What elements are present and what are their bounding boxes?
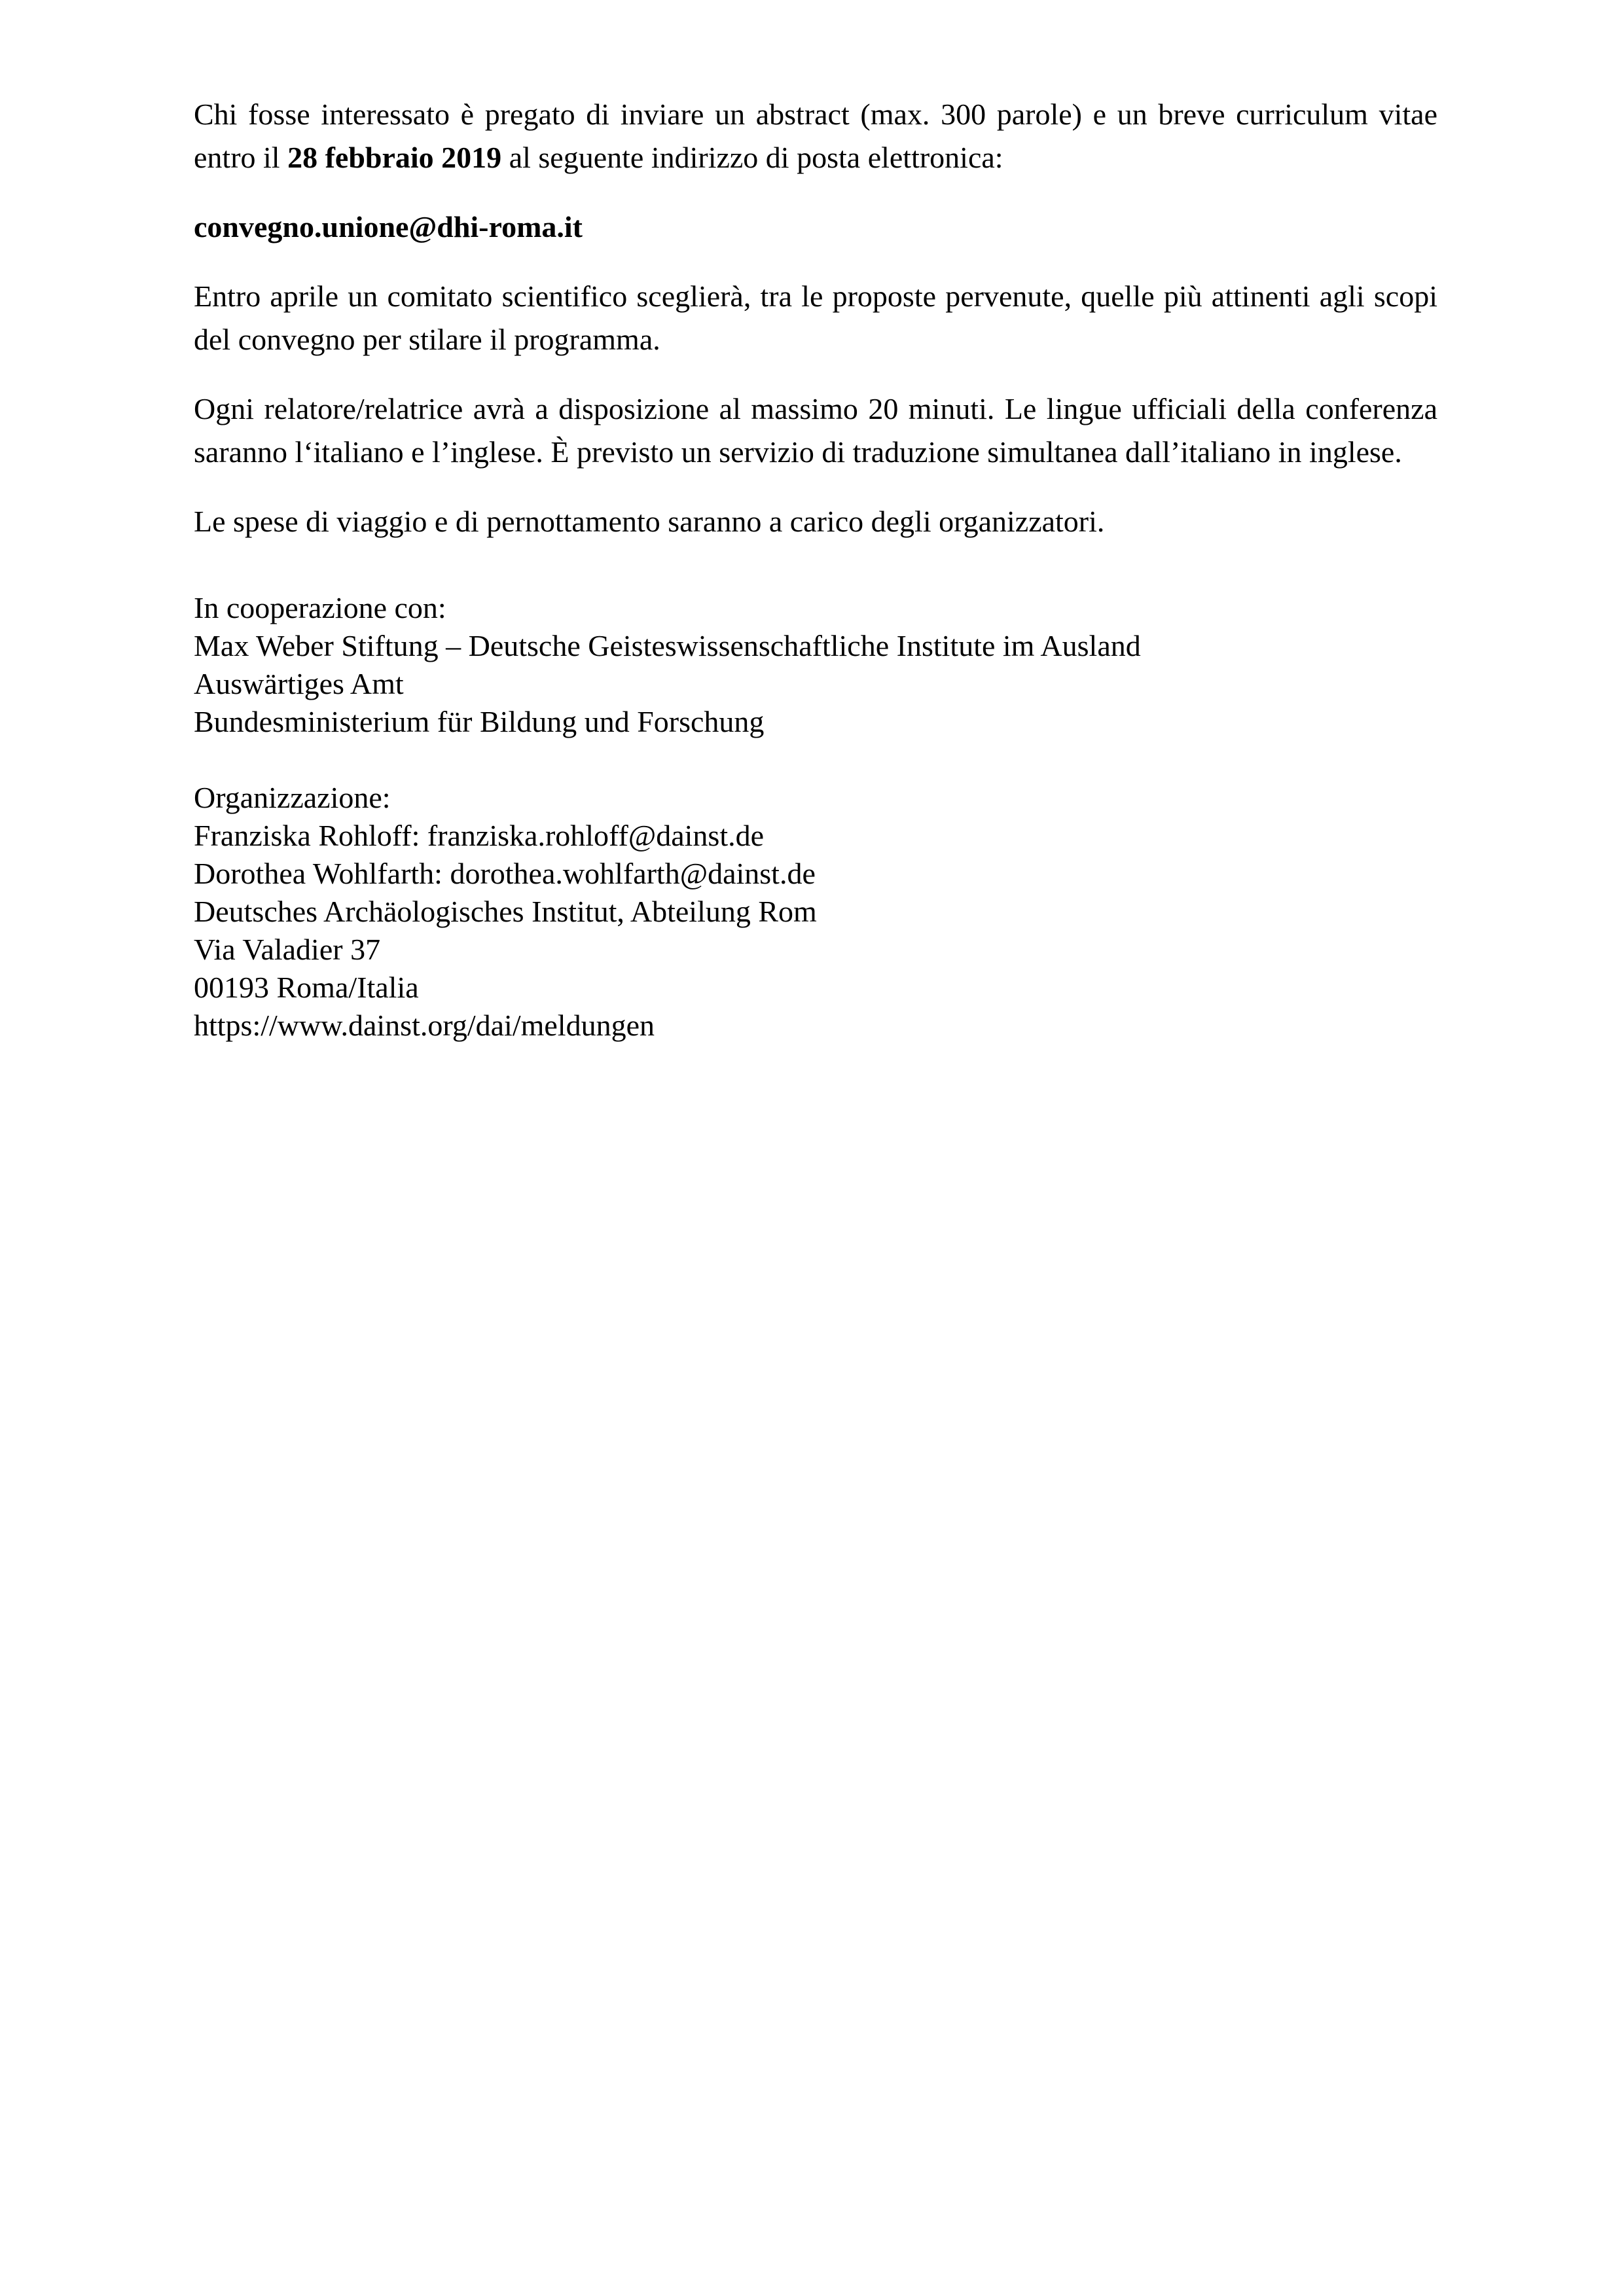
cooperation-partner: Auswärtiges Amt xyxy=(194,667,404,700)
section-spacer xyxy=(194,741,1437,779)
organizer-contact: Franziska Rohloff: franziska.rohloff@dainst.de xyxy=(194,819,765,852)
intro-text-end: al seguente indirizzo di posta elettronica: xyxy=(501,141,1003,174)
organizer-contact: Dorothea Wohlfarth: dorothea.wohlfarth@dainst.de xyxy=(194,857,816,890)
selection-paragraph: Entro aprile un comitato scientifico sceglierà, tra le proposte pervenute, quelle più attinenti agli scopi del convegno per stilare il programma. xyxy=(194,279,1437,356)
deadline-date: 28 febbraio 2019 xyxy=(287,141,502,174)
address-city: 00193 Roma/Italia xyxy=(194,971,419,1004)
organization-heading: Organizzazione: xyxy=(194,781,391,814)
cooperation-heading: In cooperazione con: xyxy=(194,591,446,624)
organization-section xyxy=(194,779,1437,1045)
speakers-paragraph: Ogni relatore/relatrice avrà a disposizione al massimo 20 minuti. Le lingue ufficiali della conferenza saranno l‘italiano e l’inglese. È previsto un servizio di traduzione simultanea dall’italiano in inglese. xyxy=(194,392,1437,469)
intro-text: Chi fosse interessato è pregato di inviare un abstract (max. 300 parole) e un breve curriculum vitae entro il xyxy=(194,98,1437,174)
section-spacer xyxy=(194,543,1437,589)
cooperation-partner: Bundesministerium für Bildung und Forschung xyxy=(194,705,765,738)
expenses-paragraph: Le spese di viaggio e di pernottamento saranno a carico degli organizzatori. xyxy=(194,505,1105,538)
cooperation-section xyxy=(194,589,1437,741)
document-body xyxy=(194,93,1437,1045)
website-url: https://www.dainst.org/dai/meldungen xyxy=(194,1009,655,1042)
address-street: Via Valadier 37 xyxy=(194,933,381,966)
contact-email: convegno.unione@dhi-roma.it xyxy=(194,210,583,243)
intro-paragraph xyxy=(194,93,1437,179)
cooperation-partner: Max Weber Stiftung – Deutsche Geisteswissenschaftliche Institute im Ausland xyxy=(194,629,1141,662)
institute-name: Deutsches Archäologisches Institut, Abteilung Rom xyxy=(194,895,817,928)
